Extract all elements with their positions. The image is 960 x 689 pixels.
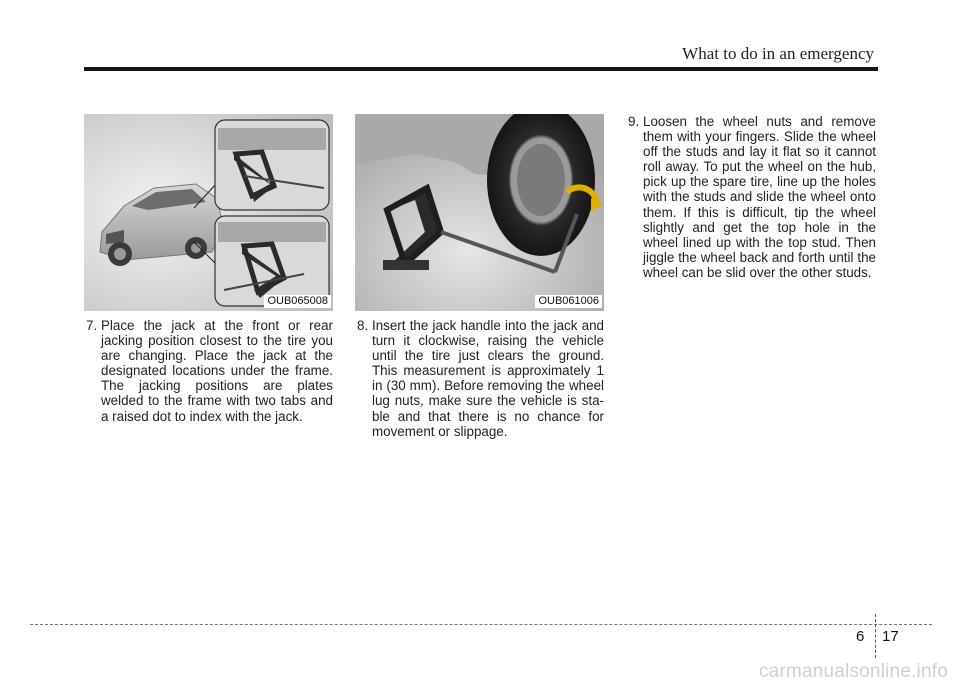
car-jacking-illustration: [84, 114, 333, 311]
step-number: 8.: [357, 318, 369, 333]
chapter-number: 6: [856, 628, 865, 645]
step-text: Loosen the wheel nuts and remove them with your fingers. Slide the wheel off the studs and lay it flat so it cannot roll away. To put the wheel on the hub, pick up the spare tire, line up the holes with the studs and slide the wheel onto them. If this is difficult, tip the wheel slightly and get the top hole in the wheel lined up with the top stud. Then jiggle the wheel back and forth until the wheel can be slid over the other studs.: [643, 114, 876, 280]
figure-raising-vehicle: [355, 114, 604, 311]
step-7: [86, 318, 333, 424]
header-rule: [84, 67, 878, 71]
page-number: 17: [882, 628, 899, 645]
figure-jacking-positions: [84, 114, 333, 311]
footer-rule: [30, 624, 932, 625]
step-9: [628, 114, 876, 280]
figure-code: OUB065008: [264, 295, 331, 308]
header-title: What to do in an emergency: [682, 44, 874, 63]
figure-code: OUB061006: [535, 295, 602, 308]
step-text: Insert the jack handle into the jack and turn it clockwise, raising the vehicle until the tire just clears the ground. This measurement is approximately 1 in (30 mm). Before removing the wheel lug nuts, make sure the vehicle is sta-ble and that there is no chance for movement or slippage.: [372, 318, 604, 439]
step-text: Place the jack at the front or rear jacking position closest to the tire you are changing. Place the jack at the designated locations under the frame. The jacking positions are plates welded to the frame with two tabs and a raised dot to index with the jack.: [101, 318, 333, 424]
step-number: 9.: [628, 114, 640, 129]
page-divider: [875, 614, 876, 658]
step-number: 7.: [86, 318, 98, 333]
watermark: carmanualsonline.info: [758, 661, 948, 682]
jack-handle-illustration: [355, 114, 604, 311]
step-8: [357, 318, 604, 439]
